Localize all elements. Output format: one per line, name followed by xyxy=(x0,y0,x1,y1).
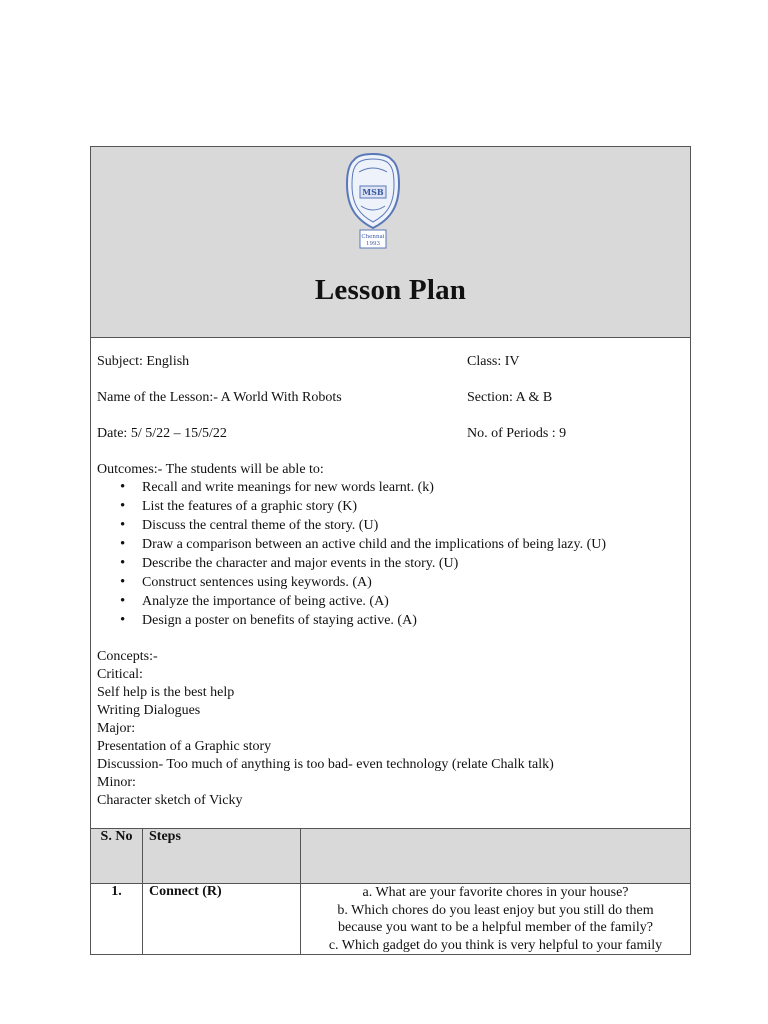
table-row xyxy=(91,884,690,955)
outcome-item: • Discuss the central theme of the story. (U) xyxy=(142,516,684,535)
question-line: a. What are your favorite chores in your house? xyxy=(362,885,629,900)
outcome-item: • Analyze the importance of being active. (A) xyxy=(142,592,684,611)
concepts-line: Major: xyxy=(97,721,136,736)
lesson-plan-sheet xyxy=(90,146,691,955)
outcome-item: • Draw a comparison between an active child and the implications of being lazy. (U) xyxy=(142,535,684,554)
concepts-line: Self help is the best help xyxy=(97,685,235,700)
row-sno: 1. xyxy=(91,884,143,955)
table-header-row xyxy=(91,829,690,884)
column-header-sno: S. No xyxy=(91,829,143,884)
date-text: Date: 5/ 5/22 – 15/5/22 xyxy=(97,426,227,441)
concepts-line: Character sketch of Vicky xyxy=(97,793,243,808)
outcomes-heading: Outcomes:- The students will be able to: xyxy=(97,462,324,477)
school-crest-logo xyxy=(345,150,401,250)
header-section xyxy=(91,147,690,338)
section-text: Section: A & B xyxy=(467,390,553,405)
logo-monogram: MSB xyxy=(362,187,384,197)
concepts-line: Minor: xyxy=(97,775,136,790)
question-line: because you want to be a helpful member of the family? xyxy=(338,920,653,935)
lesson-info-section xyxy=(91,338,690,829)
outcome-item: • Construct sentences using keywords. (A) xyxy=(142,573,684,592)
concepts-line: Discussion- Too much of anything is too bad- even technology (relate Chalk talk) xyxy=(97,757,554,772)
subject-text: Subject: English xyxy=(97,354,190,369)
concepts-line: Presentation of a Graphic story xyxy=(97,739,272,754)
logo-year: 1993 xyxy=(366,241,380,247)
outcomes-list xyxy=(97,478,684,630)
page-title: Lesson Plan xyxy=(314,274,467,306)
outcome-item: • Recall and write meanings for new words learnt. (k) xyxy=(142,478,684,497)
concepts-line: Writing Dialogues xyxy=(97,703,201,718)
steps-table xyxy=(91,829,690,954)
row-step: Connect (R) xyxy=(143,884,301,955)
outcome-item: • List the features of a graphic story (K) xyxy=(142,497,684,516)
periods-text: No. of Periods : 9 xyxy=(467,426,567,441)
question-line: c. Which gadget do you think is very helpful to your family xyxy=(328,937,663,953)
class-text: Class: IV xyxy=(467,354,520,369)
outcome-item: • Describe the character and major events in the story. (U) xyxy=(142,554,684,573)
concepts-line: Critical: xyxy=(97,667,143,682)
question-line: b. Which chores do you least enjoy but you still do them xyxy=(337,902,654,918)
concepts-block xyxy=(97,648,684,810)
concepts-line: Concepts:- xyxy=(97,649,158,664)
outcome-item: • Design a poster on benefits of staying active. (A) xyxy=(142,611,684,630)
row-questions xyxy=(301,884,691,955)
logo-city: Chennai xyxy=(361,234,385,240)
column-header-steps: Steps xyxy=(143,829,301,884)
column-header-blank xyxy=(301,829,691,884)
lesson-name-text: Name of the Lesson:- A World With Robots xyxy=(97,390,342,405)
